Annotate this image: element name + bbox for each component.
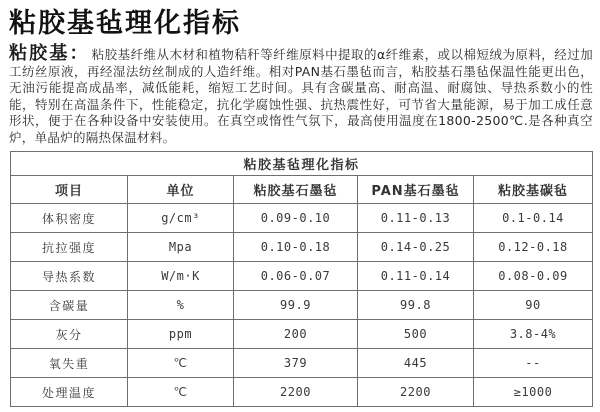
col-header-unit: 单位 [128, 176, 234, 204]
cell-value: 0.10-0.18 [234, 233, 358, 262]
cell-value: 500 [358, 320, 474, 349]
row-label: 体积密度 [11, 204, 128, 233]
table-title: 粘胶基毡理化指标 [11, 152, 593, 176]
cell-value: 0.06-0.07 [234, 262, 358, 291]
cell-unit: ℃ [128, 349, 234, 378]
intro-text: 粘胶基纤维从木材和植物秸秆等纤维原料中提取的α纤维素，或以棉短绒为原料，经过加工纺丝原液，再经湿法纺丝制成的人造纤维。相对PAN基石墨毡而言，粘胶基石墨毡保温性能更出色，无油污能提高成晶率，减低能耗，缩短工艺时间。具有含碳量高、耐高温、耐腐蚀、导热系数小的性能，特别在高温条件下，性能稳定，抗化学腐蚀性强、抗热震性好，可节省大量能源，易于加工成任意形状，便于在各种设备中安装使用。在真空或惰性气氛下，最高使用温度在1800-2500℃.是各种真空炉，单晶炉的隔热保温材料。 [9, 47, 593, 145]
cell-value: 0.11-0.14 [358, 262, 474, 291]
cell-value: 0.08-0.09 [474, 262, 593, 291]
spec-table [10, 151, 593, 407]
table-header-row [11, 176, 593, 204]
col-header-viscose-graphite-felt: 粘胶基石墨毡 [234, 176, 358, 204]
table-row-treatment-temperature [11, 378, 593, 407]
row-label: 处理温度 [11, 378, 128, 407]
cell-unit: g/cm³ [128, 204, 234, 233]
cell-value: 99.8 [358, 291, 474, 320]
row-label: 抗拉强度 [11, 233, 128, 262]
cell-unit: ppm [128, 320, 234, 349]
cell-value: 2200 [234, 378, 358, 407]
page-title: 粘胶基毡理化指标 [9, 8, 241, 39]
table-row-bulk-density [11, 204, 593, 233]
table-row-oxidation-weight-loss [11, 349, 593, 378]
table-row-tensile-strength [11, 233, 593, 262]
cell-unit: Mpa [128, 233, 234, 262]
table-row-carbon-content [11, 291, 593, 320]
row-label: 含碳量 [11, 291, 128, 320]
cell-unit: % [128, 291, 234, 320]
cell-value: ≥1000 [474, 378, 593, 407]
cell-value: 0.1-0.14 [474, 204, 593, 233]
cell-value: 99.9 [234, 291, 358, 320]
cell-value: 90 [474, 291, 593, 320]
cell-value: 445 [358, 349, 474, 378]
cell-value: 379 [234, 349, 358, 378]
cell-value: 0.11-0.13 [358, 204, 474, 233]
row-label: 氧失重 [11, 349, 128, 378]
cell-value: 0.14-0.25 [358, 233, 474, 262]
cell-value: -- [474, 349, 593, 378]
cell-value: 3.8-4% [474, 320, 593, 349]
table-row-ash [11, 320, 593, 349]
table-title-row [11, 152, 593, 176]
cell-unit: W/m·K [128, 262, 234, 291]
col-header-item: 项目 [11, 176, 128, 204]
cell-value: 0.09-0.10 [234, 204, 358, 233]
cell-value: 200 [234, 320, 358, 349]
table-row-thermal-conductivity [11, 262, 593, 291]
row-label: 灰分 [11, 320, 128, 349]
intro-paragraph [9, 43, 593, 146]
cell-unit: ℃ [128, 378, 234, 407]
col-header-pan-graphite-felt: PAN基石墨毡 [358, 176, 474, 204]
col-header-viscose-carbon-felt: 粘胶基碳毡 [474, 176, 593, 204]
cell-value: 0.12-0.18 [474, 233, 593, 262]
intro-label: 粘胶基： [9, 43, 90, 64]
row-label: 导热系数 [11, 262, 128, 291]
cell-value: 2200 [358, 378, 474, 407]
